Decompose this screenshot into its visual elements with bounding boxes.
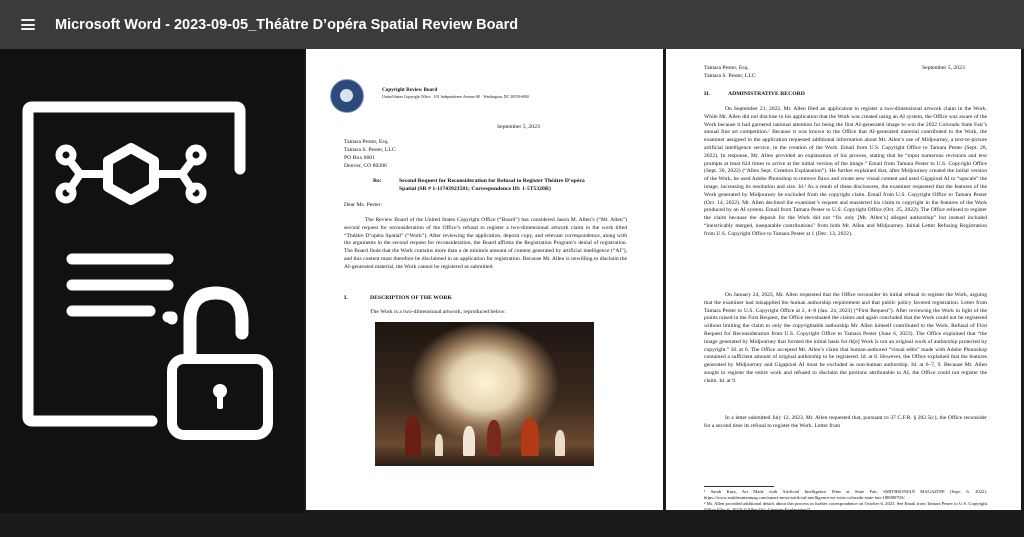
artwork-image (375, 322, 594, 466)
copyright-office-seal (330, 79, 364, 113)
re-subject-line: Spatial (SR # 1-11743923581; Correspondence ID: 1-5T5320R) (399, 186, 551, 192)
addressee-line: PO Box 6601 (344, 155, 375, 161)
record-paragraph: On January 24, 2023, Mr. Allen requested that the Office reconsider its initial refusal to register the Work, arguing that the examiner had misapplied the human authorship requirement and that public policy favored registration. Letter from Tamara Pester to U.S. Copyright Office at 2, 4–8 (Jan. 24, 2023) (“First Request”). After reviewing the Work in light of the points raised in the First Request, the Office reevaluated the claims and again concluded that the Work could not be registered without limiting the claim to only the copyrightable authorship Mr. Allen himself contributed to the Work. Refusal of First Request for Reconsideration from U.S. Copyright Office to Tamara Pester (June 6, 2023). The Office explained that “the image generated by Midjourney that formed the initial basis for th[e] Work is not an original work of authorship protected by copyright.” Id. at 6. The Office accepted Mr. Allen’s claim that human-authored “visual edits” made with Adobe Photoshop contained a sufficient amount of original authorship to be registered. Id. at 8. However, the Office explained that the features generated by Midjourney and Gigapixel AI must be excluded as non-human authorship. Id. at 6–7, 9. Because Mr. Allen sought to register the entire work and refused to disclaim the portions attributable to AI, the Office could not register the claim. Id. at 9. (704, 292, 987, 384)
window-title: Microsoft Word - 2023-09-05_Théâtre D’opéra Spatial Review Board (55, 16, 519, 33)
section-heading: ADMINISTRATIVE RECORD (728, 91, 805, 97)
section-number: I. (344, 295, 348, 301)
left-panel (0, 49, 304, 513)
section-number: II. (704, 91, 710, 97)
addressee-line: Tamara Pester, Esq. (344, 139, 389, 145)
section-heading: DESCRIPTION OF THE WORK (370, 295, 452, 301)
re-label: Re: (373, 178, 382, 184)
footnote: ¹ Sarah Kuta, Art Made with Artificial Intelligence Wins at State Fair, SMITHSONIAN MAGAZINE (Sept. 6, 2022), https://www.smithsonianmag.com/smart-news/artificial-intelligence-art-wins-colorado-state-fair-180980703/. (704, 489, 987, 501)
re-subject-line: Second Request for Reconsideration for Refusal to Register Théâtre D’opéra (399, 178, 585, 184)
record-paragraph: In a letter submitted July 12, 2023, Mr. Allen requested that, pursuant to 37 C.F.R. § 202.5(c), the Office reconsider for a second time its refusal to register the Work. Letter from (704, 415, 987, 429)
hamburger-menu-icon[interactable] (21, 19, 35, 30)
header-firm: Tamara S. Pester, LLC (704, 73, 756, 79)
salutation: Dear Ms. Pester: (344, 202, 383, 208)
page-number: -2- (838, 529, 845, 535)
header-name: Tamara Pester, Esq. (704, 65, 749, 71)
letter-date: September 5, 2023 (497, 124, 540, 130)
addressee-line: Denver, CO 80206 (344, 163, 387, 169)
unlocked-document-icon (0, 49, 304, 513)
header-date: September 5, 2023 (922, 65, 965, 71)
footnote: ² Mr. Allen provided additional details about this process in further correspondence on October 6, 2023. See Email from Tamara Pester to U.S. Copyright Office (Oct. 6, 2022) (“Allen Oct. Creation Explanation”). (704, 501, 987, 513)
section-text: The Work is a two-dimensional artwork, reproduced below: (370, 309, 506, 315)
letterhead-address: United States Copyright Office · 101 Independence Avenue SE · Washington, DC 20559-6000 (382, 95, 529, 99)
record-paragraph: On September 21, 2022, Mr. Allen filed an application to register a two-dimensional artwork claim in the Work. While Mr. Allen did not disclose in his application that the Work was created using an AI system, the Office was aware of the Work because it had garnered national attention for being the first AI-generated image to win the 2022 Colorado State Fair’s annual fine art competition.¹ Because it was known to the Office that AI-generated material contributed to the Work, the examiner assigned to the application requested additional information about Mr. Allen’s use of Midjourney, a text-to-picture artificial intelligence service, in the creation of the Work. Email from U.S. Copyright Office to Tamara Pester (Sept. 28, 2022). In response, Mr. Allen provided an explanation of his process, stating that he “input numerous revisions and text prompts at least 624 times to arrive at the initial version of the image.” Email from Tamara Pester to U.S. Copyright Office (Sept. 30, 2022) (“Allen Sept. Creation Explanation”). He further explained that, after Midjourney created the initial version of the Work, he used Adobe Photoshop to remove flaws and create new visual content and used Gigapixel AI to “upscale” the image, increasing its resolution and size. Id.² As a result of these disclosures, the examiner requested that the features of the Work generated by Midjourney be excluded from the copyright claim. Email from U.S. Copyright Office to Tamara Pester (Oct. 14, 2022). Mr. Allen declined the examiner’s request and reasserted his claim to copyright in the features of the Work produced by an AI system. Email from Tamara Pester to U.S. Copyright Office (Oct. 25, 2022). The Office refused to register the claim because the deposit for the Work did not “fix only [Mr. Allen’s] alleged authorship” but instead included “inextricably merged, inseparable contributions” from both Mr. Allen and Midjourney. Initial Letter Refusing Registration from U.S. Copyright Office to Tamara Pester at 1 (Dec. 13, 2022). (704, 106, 987, 237)
addressee-line: Tamara S. Pester, LLC (344, 147, 396, 153)
footnote-divider (704, 486, 774, 487)
intro-paragraph: The Review Board of the United States Copyright Office (“Board”) has considered Jason M. Allen’s (“Mr. Allen”) second request for reconsideration of the Office’s refusal to register a two-dimensional artwork claim in the work titled “Théâtre D’opéra Spatial” (“Work”). After reviewing the application, deposit copy, and relevant correspondence, along with the arguments in the second request for reconsideration, the Board affirms the Registration Program’s denial of registration. The Board finds that the Work contains more than a de minimis amount of content generated by artificial intelligence (“AI”), and this content must therefore be disclaimed in an application for registration. Because Mr. Allen is unwilling to disclaim the AI-generated material, the Work cannot be registered as submitted. (344, 217, 627, 270)
document-page-1[interactable] (306, 49, 663, 510)
letterhead-org: Copyright Review Board (382, 87, 438, 93)
title-bar (0, 0, 1024, 49)
document-page-2[interactable] (666, 49, 1021, 535)
